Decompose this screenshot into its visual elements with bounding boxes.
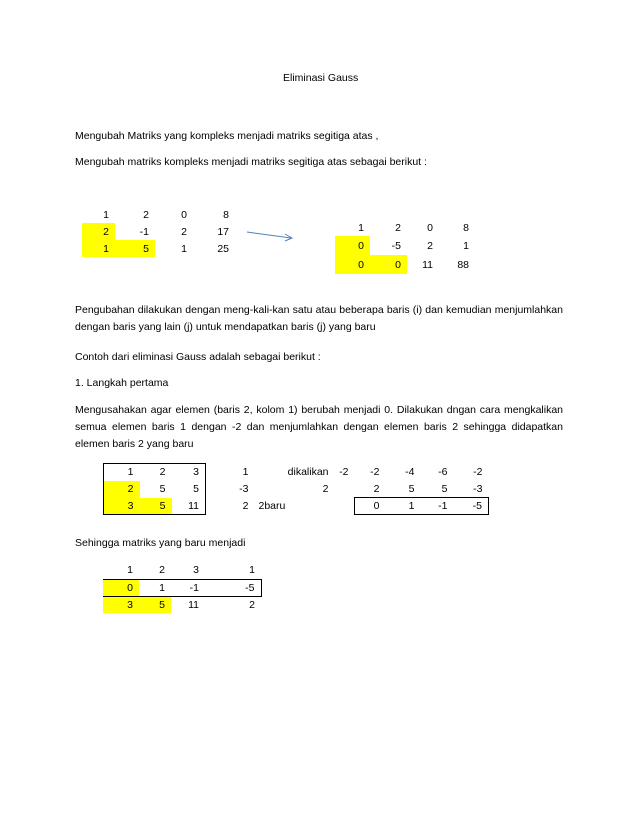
matrix-cell: 1 [104,464,140,481]
result-matrix [103,562,262,613]
matrix-b [335,219,475,274]
matrix-cell: 11 [171,596,205,613]
matrix-cell: 2 [140,464,172,481]
matrix-cell: 8 [223,208,229,221]
matrix-cell: 1 [358,221,364,234]
matrix-cell: 17 [217,225,229,238]
intro-line-1: Mengubah Matriks yang kompleks menjadi matriks segitiga atas , [75,130,379,142]
new-row-label: 2baru [258,500,286,512]
result-cell: -2 [370,466,380,478]
matrix-cell: 2 [159,564,165,577]
new-row-cell: 1 [386,498,421,515]
matrix-cell: 1 [139,579,171,596]
row2-cell: -3 [473,482,483,495]
matrix-cell: 5 [115,240,155,257]
result-intro: Sehingga matriks yang baru menjadi [75,537,246,549]
matrix-cell: 2 [242,500,249,512]
matrix-cell: 1 [242,466,249,478]
new-row-cell: -1 [421,498,454,515]
result-cell: -4 [405,466,415,478]
matrix-cell: 1 [249,564,255,577]
matrix-a [82,206,235,257]
matrix-cell: 0 [103,579,139,596]
result-cell: -2 [473,466,483,478]
step1-description: Mengusahakan agar elemen (baris 2, kolom 1) berubah menjadi 0. Dilakukan dngan cara mengkalikan semua elemen baris 1 dengan -2 dan menjumlahkan dengan elemen baris 2 sehingga didapatkan elemen baris 2 yang baru [75,404,563,450]
step1-table [103,463,489,515]
row2-cell: 5 [441,482,448,495]
matrix-cell: 5 [159,483,166,495]
matrix-cell: -5 [391,239,401,252]
page-title: Eliminasi Gauss [283,72,359,84]
matrix-cell: 5 [140,498,172,515]
matrix-cell: 2 [82,223,115,240]
matrix-cell: 5 [139,596,171,613]
matrix-cell: 5 [172,481,206,498]
matrix-cell: -1 [171,579,205,596]
matrix-cell: 11 [172,498,206,515]
matrix-cell: 88 [457,258,469,271]
example-intro: Contoh dari eliminasi Gauss adalah sebagai berikut : [75,351,321,363]
matrix-cell: 1 [103,208,109,221]
matrix-cell: 2 [143,208,149,221]
matrix-cell: 2 [104,481,140,498]
matrix-cell: 1 [463,239,469,252]
matrix-cell: 0 [181,208,187,221]
matrix-cell: 2 [395,221,401,234]
matrix-cell: 8 [463,221,469,234]
factor-value: -2 [339,466,349,478]
matrix-cell: 25 [217,242,229,255]
matrix-cell: 2 [205,596,261,613]
matrix-cell: 0 [335,255,370,274]
matrix-cell: 1 [181,242,187,255]
matrix-cell: 3 [172,464,206,481]
matrix-cell: 11 [422,258,433,271]
explanation-paragraph: Pengubahan dilakukan dengan meng-kali-kan satu atau beberapa baris (i) dan kemudian menjumlahkan dengan baris yang lain (j) untuk mendapatkan baris (j) yang baru [75,304,563,333]
matrix-cell: 1 [127,564,133,577]
row2-label: 2 [322,483,329,495]
intro-line-2: Mengubah matriks kompleks menjadi matriks segitiga atas sebagai berikut : [75,156,427,168]
result-cell: -6 [438,466,448,478]
matrix-cell: -3 [239,483,249,495]
matrix-cell: 2 [427,239,433,252]
matrix-cell: 0 [427,221,433,234]
matrix-cell: 3 [104,498,140,515]
arrow-right-icon [246,228,298,242]
matrix-cell: -5 [205,579,261,596]
matrix-cell: 0 [335,236,370,255]
matrix-cell: 3 [103,596,139,613]
matrix-cell: 3 [193,564,199,577]
multiplied-label: dikalikan [287,466,329,478]
matrix-cell: 1 [82,240,115,257]
step1-title: 1. Langkah pertama [75,377,169,389]
new-row-cell: -5 [454,498,489,515]
row2-cell: 2 [373,482,380,495]
matrix-cell: 0 [370,255,407,274]
matrix-cell: -1 [139,225,149,238]
matrix-cell: 2 [181,225,187,238]
row2-cell: 5 [408,482,415,495]
new-row-cell: 0 [355,498,386,515]
